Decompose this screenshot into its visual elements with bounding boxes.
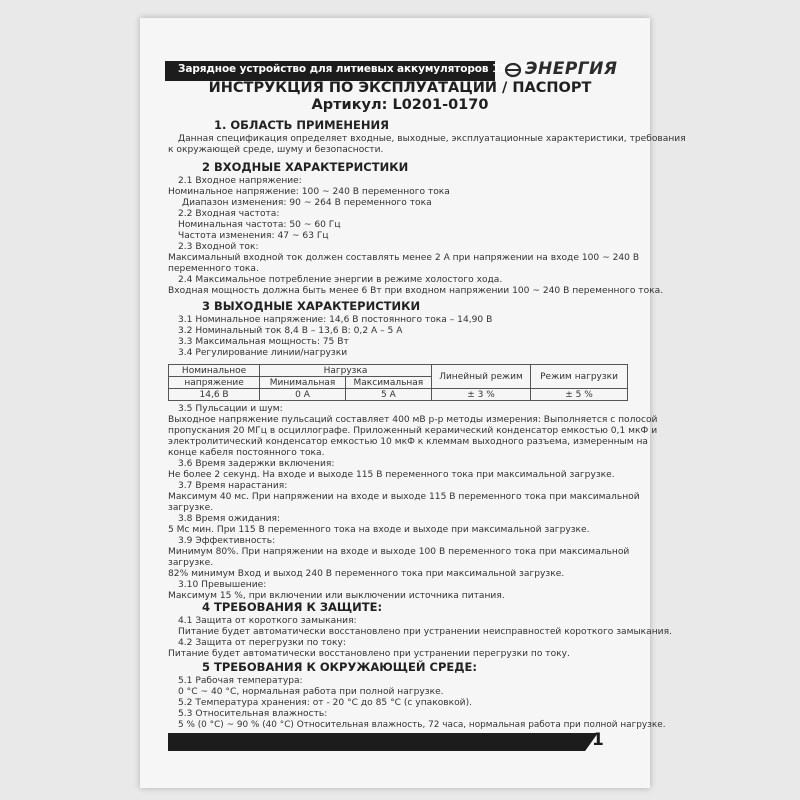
document-title: ИНСТРУКЦИЯ ПО ЭКСПЛУАТАЦИИ / ПАСПОРТ [208,80,592,96]
text-line: Номинальная частота: 50 ~ 60 Гц [178,220,341,230]
text-line: 2.4 Максимальное потребление энергии в режиме холостого хода. [178,275,503,285]
text-line: Выходное напряжение пульсаций составляет 400 мВ р-р методы измерения: Выполняется с полосой [168,415,658,425]
text-line: Питание будет автоматически восстановлено при устранении неисправностей короткого замыкания. [178,627,672,637]
text-line: 3.2 Номинальный ток 8,4 В – 13,6 В: 0,2 А – 5 А [178,326,403,336]
text-line: переменного тока. [168,264,259,274]
product-name: Зарядное устройство для литиевых аккумуляторов 12 В 5 А [178,63,541,75]
regulation-table [168,364,628,401]
text-line: Частота изменения: 47 ~ 63 Гц [178,231,329,241]
section-1-heading: 1. ОБЛАСТЬ ПРИМЕНЕНИЯ [214,118,389,132]
text-line: 5.3 Относительная влажность: [178,709,328,719]
section-3-heading: 3 ВЫХОДНЫЕ ХАРАКТЕРИСТИКИ [202,299,421,313]
text-line: 3.8 Время ожидания: [178,514,281,524]
text-line: 4.2 Защита от перегрузки по току: [178,638,346,648]
table-cell: 5 А [345,389,431,401]
table-header-nominal-2: напряжение [169,377,260,389]
text-line: загрузке. [168,503,214,513]
text-line: Диапазон изменения: 90 ~ 264 В переменного тока [182,198,432,208]
table-header-load: Нагрузка [260,365,432,377]
text-line: 3.9 Эффективность: [178,536,276,546]
table-header-load-mode: Режим нагрузки [531,365,628,389]
section-4-heading: 4 ТРЕБОВАНИЯ К ЗАЩИТЕ: [202,600,383,614]
section-2-heading: 2 ВХОДНЫЕ ХАРАКТЕРИСТИКИ [202,160,409,174]
section-5-heading: 5 ТРЕБОВАНИЯ К ОКРУЖАЮЩЕЙ СРЕДЕ: [202,660,477,674]
text-line: Максимум 15 %, при включении или выключении источника питания. [168,591,505,601]
text-line: 3.1 Номинальное напряжение: 14,6 В постоянного тока – 14,90 В [178,315,493,325]
footer-bar [168,733,598,751]
text-line: 5 Мс мин. При 115 В переменного тока на входе и выходе при максимальной загрузке. [168,525,590,535]
text-line: пропускания 20 МГц в осциллографе. Приложенный керамический конденсатор емкостью 0,1 мкФ и [168,426,658,436]
table-header-line-mode: Линейный режим [431,365,530,389]
article-number: Артикул: L0201-0170 [311,97,489,113]
table-row [169,389,628,401]
table-cell: ± 3 % [431,389,530,401]
text-line: 2.2 Входная частота: [178,209,280,219]
text-line: Номинальное напряжение: 100 ~ 240 В переменного тока [168,187,450,197]
text-line: 82% минимум Вход и выход 240 В переменного тока при максимальной загрузке. [168,569,565,579]
text-line: 3.5 Пульсации и шум: [178,404,283,414]
text-line: Не более 2 секунд. На входе и выходе 115 В переменного тока при максимальной загрузке. [168,470,615,480]
table-header-min: Минимальная [260,377,346,389]
text-line: 3.10 Превышение: [178,580,267,590]
text-line: загрузке. [168,558,214,568]
text-line: Входная мощность должна быть менее 6 Вт при входном напряжении 100 ~ 240 В переменного тока. [168,286,664,296]
text-line: 5.2 Температура хранения: от - 20 °С до 85 °С (с упаковкой). [178,698,473,708]
page-number: 1 [592,730,604,750]
text-line: 5.1 Рабочая температура: [178,676,303,686]
text-line: 3.7 Время нарастания: [178,481,288,491]
text-line: 2.3 Входной ток: [178,242,259,252]
text-line: Данная спецификация определяет входные, выходные, эксплуатационные характеристики, требования [178,134,686,144]
text-line: Максимальный входной ток должен составлять менее 2 А при напряжении на входе 100 ~ 240 В [168,253,640,263]
table-cell: ± 5 % [531,389,628,401]
text-line: 3.4 Регулирование линии/нагрузки [178,348,348,358]
text-line: конце кабеля постоянного тока. [168,448,325,458]
text-line: 2.1 Входное напряжение: [178,176,302,186]
text-line: 5 % (0 °С) ~ 90 % (40 °С) Относительная влажность, 72 часа, нормальная работа при полной нагрузке. [178,720,666,730]
table-cell: 0 А [260,389,346,401]
logo-icon [503,62,525,78]
text-line: 3.6 Время задержки включения: [178,459,335,469]
table-header-max: Максимальная [345,377,431,389]
table-cell: 14,6 В [169,389,260,401]
table-header-nominal: Номинальное [169,365,260,377]
text-line: Максимум 40 мс. При напряжении на входе и выходе 115 В переменного тока при максимальной [168,492,640,502]
text-line: 0 °С ~ 40 °С, нормальная работа при полной нагрузке. [178,687,444,697]
text-line: 4.1 Защита от короткого замыкания: [178,616,357,626]
logo-text: ЭНЕРГИЯ [525,59,618,79]
text-line: 3.3 Максимальная мощность: 75 Вт [178,337,349,347]
text-line: Минимум 80%. При напряжении на входе и выходе 100 В переменного тока при максимальной [168,547,630,557]
text-line: электролитический конденсатор емкостью 10 мкФ к клеммам выходного разъема, измеренным на [168,437,648,447]
text-line: к окружающей среде, шуму и безопасности. [168,145,384,155]
text-line: Питание будет автоматически восстановлено при устранении перегрузки по току. [168,649,570,659]
